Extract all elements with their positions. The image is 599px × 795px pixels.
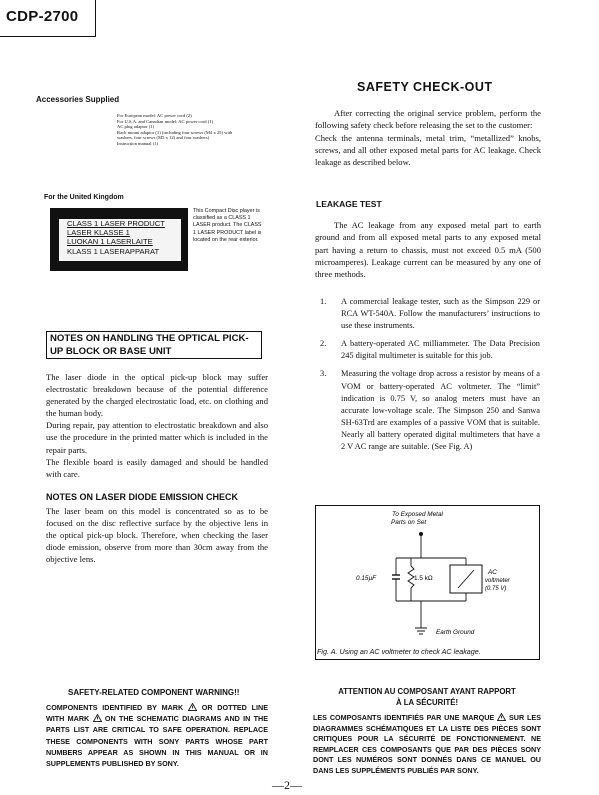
warning-triangle-icon [93, 714, 102, 722]
accessory-item: Rack mount adaptor (1) (including four screws (M4 x 25) with [117, 129, 233, 135]
ground-label: Earth Ground [436, 629, 475, 636]
meter-needle [458, 570, 474, 588]
laser-label-line: LASER KLASSE 1 [67, 228, 130, 238]
warning-text-en [46, 702, 268, 769]
laser-label-note: This Compact Disc player is classified as a CLASS 1 LASER product. The CLASS 1 LASER PRODUCT label is located on the rear exterior. [193, 208, 262, 243]
laser-label [58, 218, 182, 262]
intro-block [315, 107, 541, 168]
warning-title-line: À LA SÉCURITÉ! [395, 698, 459, 707]
leakage-circuit-diagram [316, 506, 539, 659]
capacitor-label: 0.15µF [356, 575, 377, 582]
meter-label: voltmeter [485, 578, 510, 584]
accessory-item: AC plug adaptor (1) [117, 124, 155, 129]
accessories-list [117, 113, 297, 146]
warning-text-part: SUR LES DIAGRAMMES SCHÉMATIQUES ET LA LISTE DES PIÈCES SONT CRITIQUES POUR LA SÉCURITÉ DE FONCTIONNEMENT. NE REMPLACER CES COMPOSANTS QUE PAR DES PIÈCES SONY DONT LES NUMÉROS SONT DONNÉS DANS CE MANUEL OU DANS LES SUPPLÉMENTS PUBLIÉS PAR SONY. [313, 713, 542, 775]
page-number: —2— [272, 778, 302, 792]
list-text: A battery-operated AC milliammeter. The Data Precision 245 digital multimeter is suitable for this job. [341, 339, 540, 361]
warning-text-part: COMPONENTS IDENTIFIED BY MARK [46, 703, 184, 712]
warning-triangle-icon [497, 713, 506, 721]
paragraph: Check the antenna terminals, metal trim, “metallized” knobs, screws, and all other exposed metal parts for AC leakage. Check leakage as described below. [315, 132, 541, 168]
laser-label-line: LUOKAN 1 LASERLAITE [67, 237, 153, 247]
warning-text-part: OR DOTTED LINE WITH MARK [46, 703, 268, 724]
paragraph: The AC leakage from any exposed metal part to earth ground and from all exposed metal parts to any exposed metal part having a return to chassis, must not exceed 0.5 mA (500 microamperes). Leakage current can be measured by any one of three methods. [315, 220, 541, 280]
list-item [318, 296, 540, 332]
accessory-item: For European model: AC power cord (2) [117, 113, 192, 118]
notes-handling-title: NOTES ON HANDLING THE OPTICAL PICK-UP BLOCK OR BASE UNIT [46, 331, 262, 359]
model-number: CDP-2700 [6, 8, 79, 25]
emission-check-title: NOTES ON LASER DIODE EMISSION CHECK [46, 492, 239, 502]
method-list [318, 296, 540, 459]
warning-text-part: LES COMPOSANTS IDENTIFIÉS PAR UNE MARQUE [313, 713, 495, 722]
figure-top-label: Parts on Set [391, 519, 427, 526]
accessory-item: For U.S.A. and Canadian model: AC power cord (1) [117, 118, 214, 124]
figure-top-label: To Exposed Metal [392, 511, 443, 518]
laser-label-line: CLASS 1 LASER PRODUCT [67, 219, 165, 228]
leakage-test-title: LEAKAGE TEST [316, 199, 382, 209]
figure-caption: Fig. A. Using an AC voltmeter to check AC leakage. [317, 647, 481, 656]
meter-label: (0.75 V) [485, 586, 507, 592]
warning-title-en: SAFETY-RELATED COMPONENT WARNING!! [68, 688, 240, 697]
safety-checkout-title: SAFETY CHECK-OUT [357, 80, 493, 94]
figure-a [315, 505, 540, 660]
list-item [318, 368, 540, 453]
laser-label-line: KLASS 1 LASERAPPARAT [67, 246, 160, 256]
paragraph: After correcting the original service problem, perform the following safety check before releasing the set to the customer: [315, 108, 541, 131]
paragraph: The laser beam on this model is concentrated so as to be focused on the disc reflective surface by the objective lens in the optical pick-up block. Therefore, when checking the laser diode emission, observe from more than 30cm away from the objective lens. [46, 506, 268, 565]
left-text-block [46, 371, 268, 480]
accessory-item: washers, four screws (M5 x 12) and four washers) [117, 135, 210, 140]
resistor-label: 1.5 kΩ [414, 575, 433, 582]
paragraph: The laser diode in the optical pick-up block may suffer electrostatic breakdown because of the potential difference generated by the charged electrostatic load, etc. on clothing and the human body. [46, 372, 268, 419]
list-text: Measuring the voltage drop across a resistor by means of a VOM or battery-operated AC voltmeter. The “limit” indication is 0.75 V, so analog meters must have an accurate low-voltage scale. The Simpson 250 and Sanwa SH-63Trd are examples of a passive VOM that is suitable. Nearly all battery operated digital multimeters that have a 2 V AC range are suitable. (See Fig. A) [341, 369, 540, 452]
list-number: 3. [320, 369, 327, 379]
list-number: 1. [320, 297, 327, 306]
warning-title-fr [314, 686, 540, 708]
meter-label: AC [488, 569, 497, 576]
warning-triangle-icon [188, 703, 197, 711]
warning-text-fr [313, 713, 541, 777]
paragraph: During repair, pay attention to electrostatic breakdown and also use the procedure in the printed matter which is included in the repair parts. [46, 420, 268, 455]
list-item [318, 338, 540, 362]
uk-section-title: For the United Kingdom [44, 194, 124, 201]
list-number: 2. [320, 339, 327, 349]
paragraph: The flexible board is easily damaged and should be handled with care. [46, 456, 268, 479]
accessories-title: Accessories Supplied [36, 95, 120, 104]
list-text: A commercial leakage tester, such as the Simpson 229 or RCA WT-540A. Follow the manufacturers’ instructions to use these instruments. [341, 297, 540, 331]
probe-terminal [419, 532, 423, 536]
warning-text-part: ON THE SCHEMATIC DIAGRAMS AND IN THE PARTS LIST ARE CRITICAL TO SAFE OPERATION. REPLACE THESE COMPONENTS WITH SONY PARTS WHOSE PART NUMBERS APPEAR AS SHOWN IN THIS MANUAL OR IN SUPPLEMENTS PUBLISHED BY SONY. [46, 714, 269, 769]
warning-title-line: ATTENTION AU COMPOSANT AYANT RAPPORT [338, 687, 516, 696]
accessory-item: Instruction manual (1) [117, 140, 159, 146]
